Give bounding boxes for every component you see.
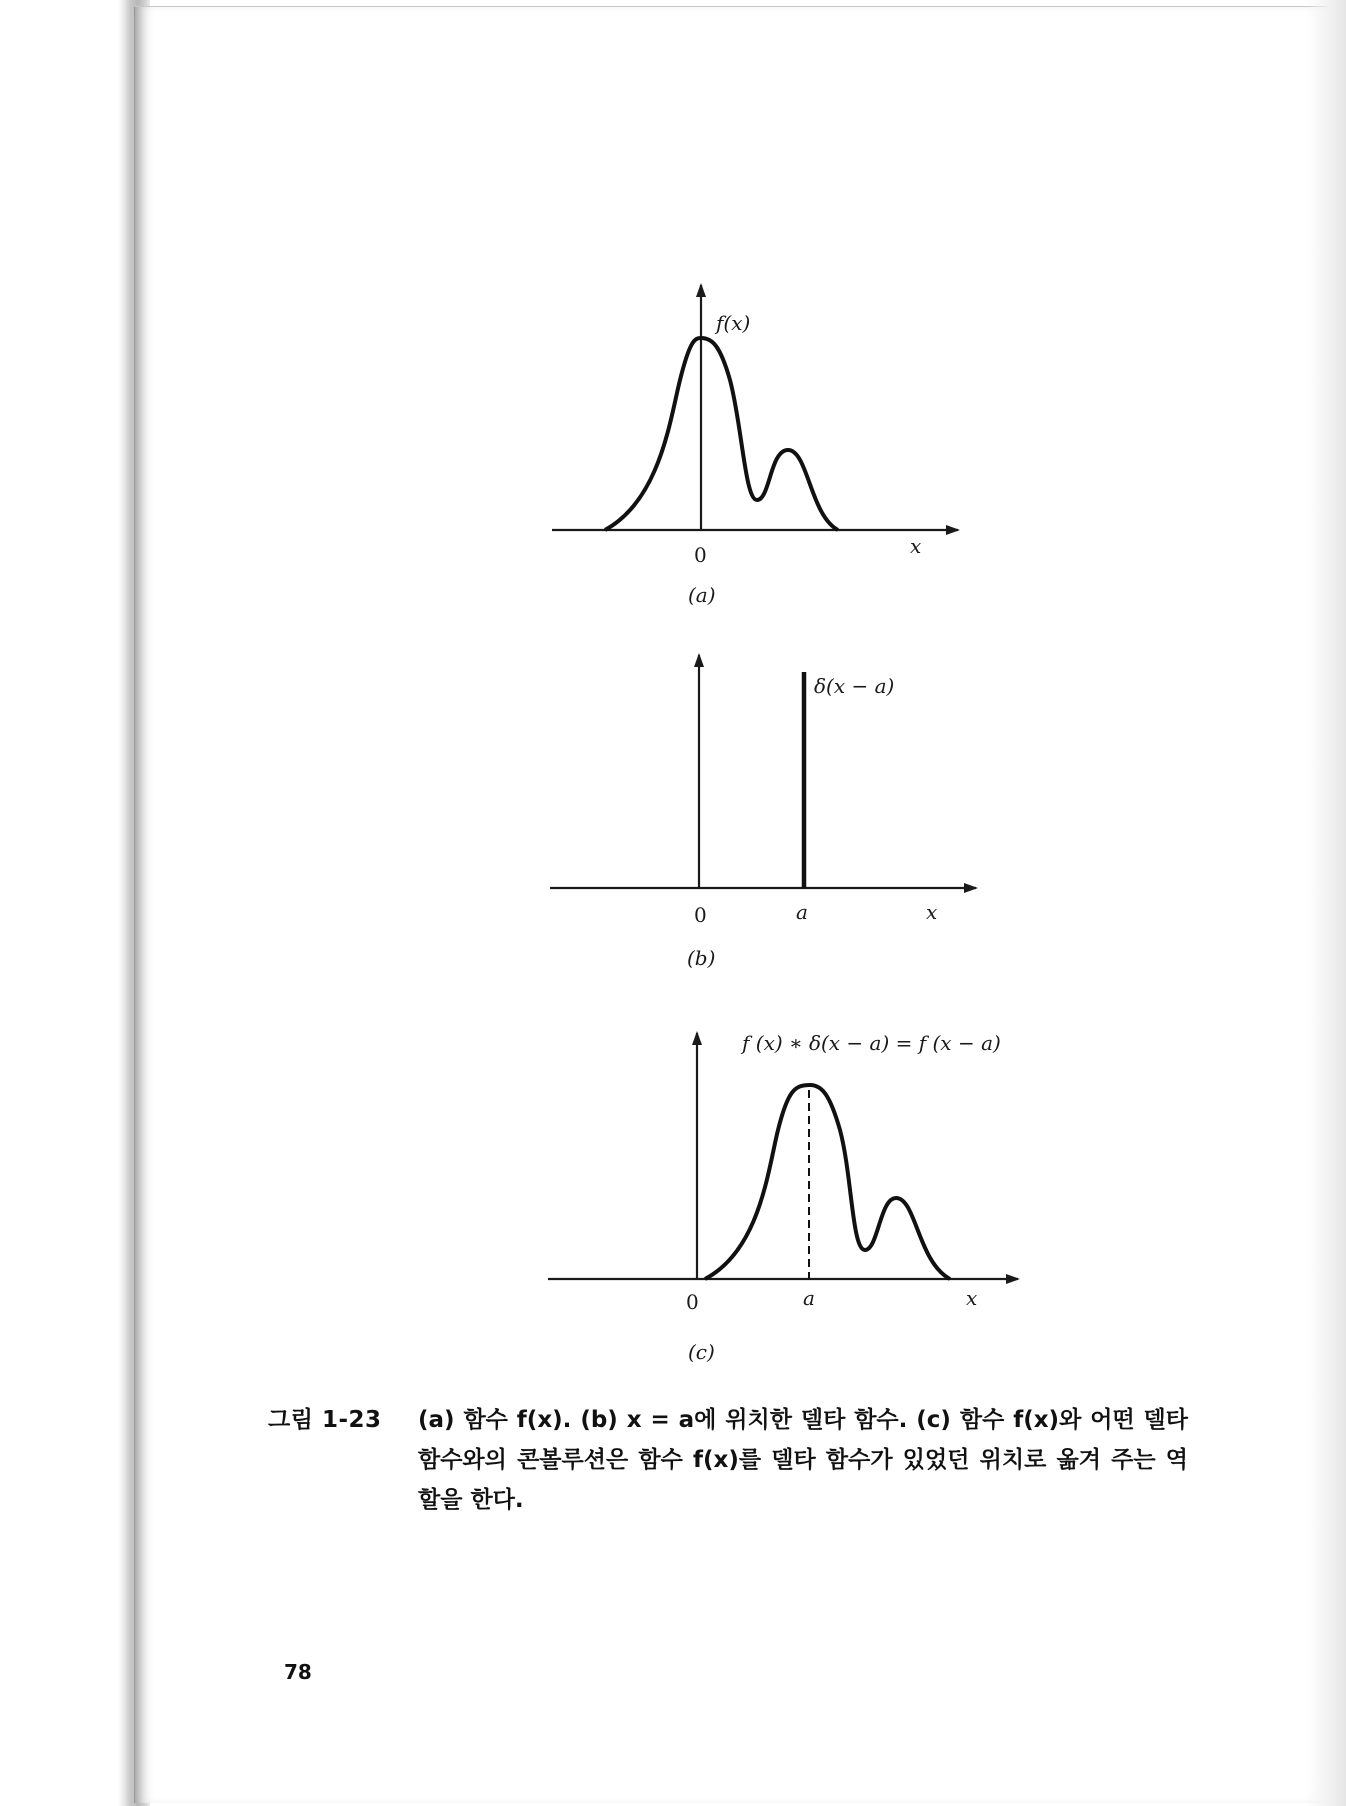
panel-b-origin-label: 0 (694, 903, 707, 927)
panel-a-origin-label: 0 (694, 543, 707, 567)
panel-a-panel-label: (a) (688, 583, 716, 607)
panel-a-y-label: f(x) (716, 311, 751, 335)
panel-a (552, 285, 958, 607)
panel-c-a-label: a (803, 1286, 815, 1310)
panel-b-delta-label: δ(x − a) (814, 674, 895, 698)
figure-number: 그림 1-23 (268, 1407, 382, 1433)
panel-b-x-label: x (926, 900, 938, 924)
panel-a-x-label: x (910, 534, 922, 558)
panel-b (550, 655, 976, 970)
panel-c-equation-label: f (x) ∗ δ(x − a) = f (x − a) (742, 1031, 1001, 1055)
panel-b-a-label: a (796, 900, 808, 924)
panel-c (548, 1031, 1018, 1364)
panel-a-f-curve (605, 338, 838, 530)
page-number: 78 (284, 1660, 312, 1684)
panel-c-x-label: x (966, 1286, 978, 1310)
panel-c-shifted-curve (705, 1085, 950, 1279)
caption-text: (a) 함수 f(x). (b) x = a에 위치한 델타 함수. (c) 함수 f(x)와 어떤 델타 함수와의 콘볼루션은 함수 f(x)를 델타 함수가 있었던 위치로 옮겨 주는 역할을 한다. (418, 1407, 1188, 1513)
panel-b-panel-label: (b) (687, 946, 716, 970)
panel-c-origin-label: 0 (686, 1290, 699, 1314)
panel-c-panel-label: (c) (688, 1340, 715, 1364)
figure-caption (268, 1400, 1198, 1520)
